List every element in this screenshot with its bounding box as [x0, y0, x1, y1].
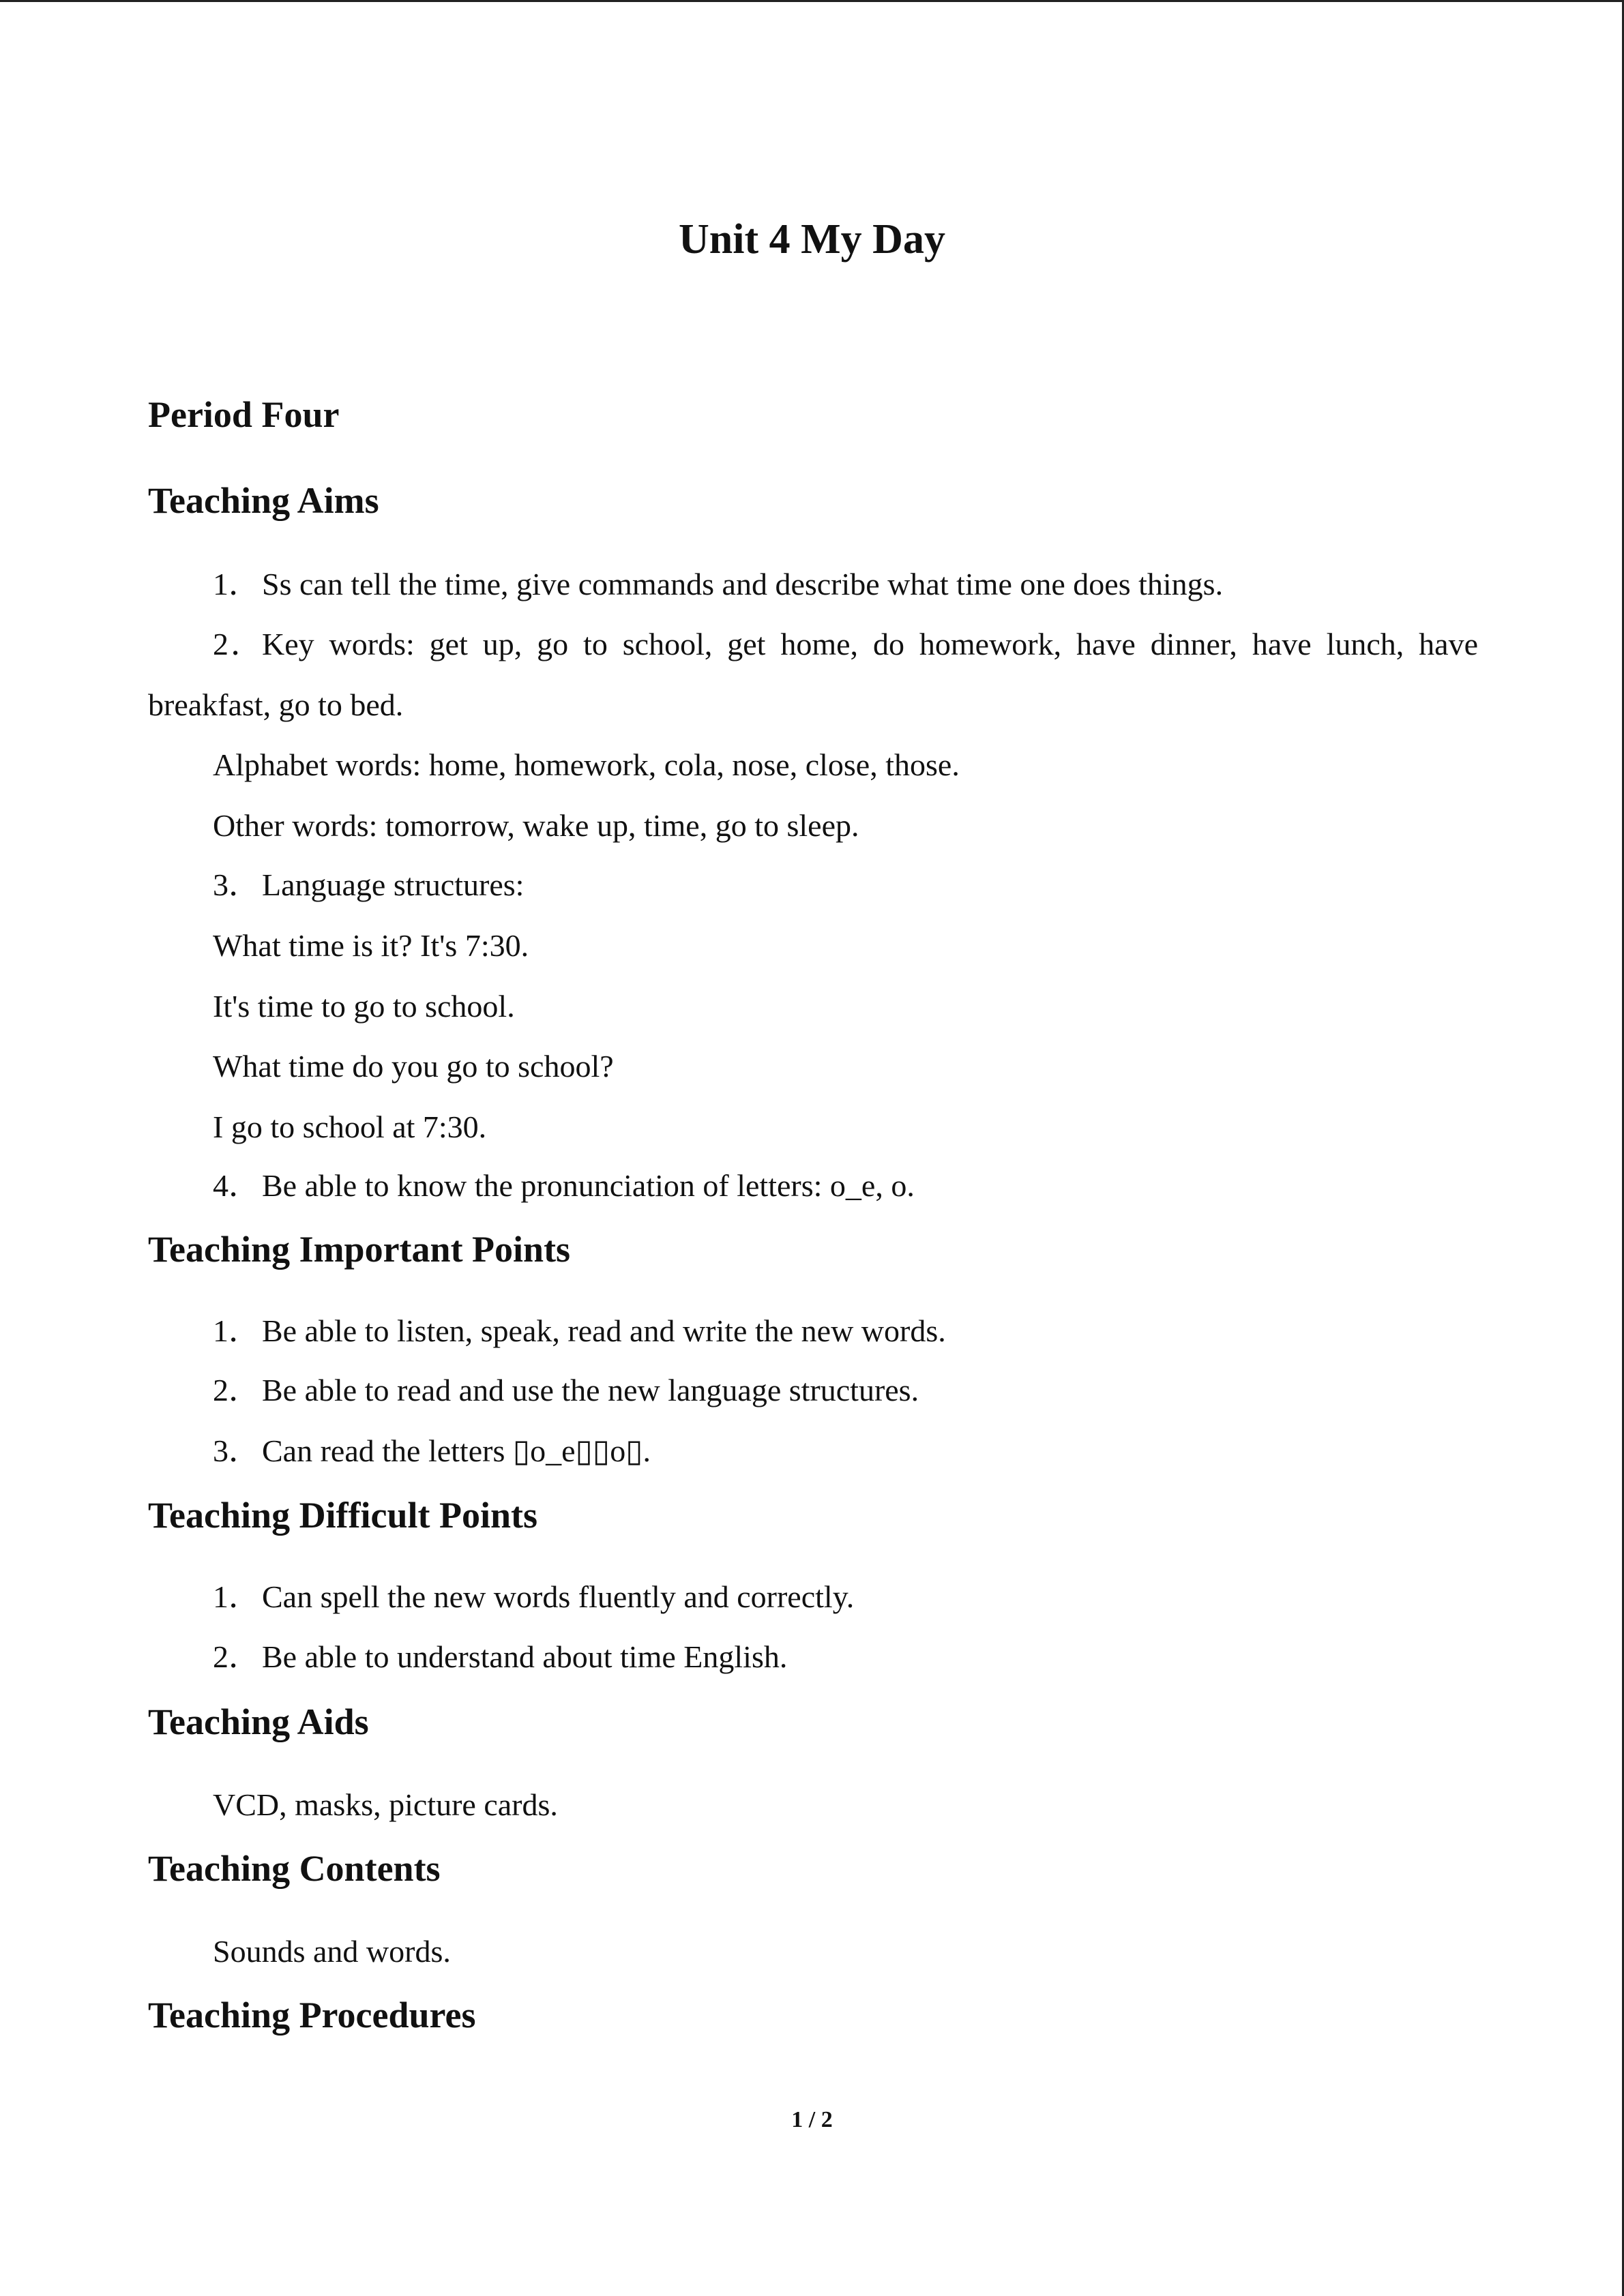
aims-item-4-text: Be able to know the pronunciation of letters: o_e, o.: [262, 1168, 915, 1203]
aims-item-1-number: 1．: [213, 567, 260, 601]
teaching-aids-text: VCD, masks, picture cards.: [213, 1787, 558, 1822]
difficult-item-1-text: Can spell the new words fluently and correctly.: [262, 1579, 855, 1614]
important-points-heading: Teaching Important Points: [148, 1229, 571, 1270]
difficult-item-2-text: Be able to understand about time English.: [262, 1639, 788, 1674]
teaching-contents-heading: Teaching Contents: [148, 1848, 441, 1889]
aims-item-3: [213, 865, 524, 906]
structure-line-2: It's time to go to school.: [213, 989, 515, 1024]
page-number: 1 / 2: [791, 2107, 833, 2132]
important-item-2-text: Be able to read and use the new language structures.: [262, 1373, 919, 1407]
structure-line-4: I go to school at 7:30.: [213, 1109, 487, 1144]
important-item-1: [213, 1311, 946, 1352]
difficult-points-heading: Teaching Difficult Points: [148, 1495, 538, 1536]
document-title: Unit 4 My Day: [679, 216, 945, 263]
aims-item-3-number: 3．: [213, 867, 260, 902]
aims-item-4: [213, 1165, 915, 1206]
teaching-aids-heading: Teaching Aids: [148, 1701, 369, 1742]
important-item-2-number: 2．: [213, 1373, 260, 1407]
important-item-3: [213, 1431, 651, 1472]
important-item-2: [213, 1370, 919, 1411]
aims-item-2-line-2: breakfast, go to bed.: [148, 687, 404, 722]
difficult-item-2: [213, 1637, 787, 1678]
structure-line-1: What time is it? It's 7:30.: [213, 928, 529, 963]
important-item-3-text: Can read the letters ▯o_e▯▯o▯.: [262, 1433, 651, 1468]
aims-item-1-text: Ss can tell the time, give commands and describe what time one does things.: [262, 567, 1224, 601]
aims-item-1: [213, 564, 1223, 605]
difficult-item-1: [213, 1577, 854, 1617]
aims-item-4-number: 4．: [213, 1168, 260, 1203]
aims-item-2-number: 2．: [213, 627, 262, 661]
important-item-3-number: 3．: [213, 1433, 260, 1468]
important-item-1-text: Be able to listen, speak, read and write the new words.: [262, 1313, 946, 1348]
important-item-1-number: 1．: [213, 1313, 260, 1348]
aims-item-2-text: Key words: get up, go to school, get home, do homework, have dinner, have lunch, have: [262, 627, 1478, 661]
teaching-contents-text: Sounds and words.: [213, 1934, 451, 1969]
period-heading: Period Four: [148, 394, 340, 435]
teaching-procedures-heading: Teaching Procedures: [148, 1995, 476, 2036]
difficult-item-1-number: 1．: [213, 1579, 260, 1614]
structure-line-3: What time do you go to school?: [213, 1049, 614, 1084]
other-words-line: Other words: tomorrow, wake up, time, go to sleep.: [213, 808, 859, 843]
difficult-item-2-number: 2．: [213, 1639, 260, 1674]
alphabet-words-line: Alphabet words: home, homework, cola, nose, close, those.: [213, 747, 960, 782]
aims-item-2-line-1: [213, 624, 1478, 665]
teaching-aims-heading: Teaching Aims: [148, 480, 379, 521]
aims-item-3-text: Language structures:: [262, 867, 525, 902]
